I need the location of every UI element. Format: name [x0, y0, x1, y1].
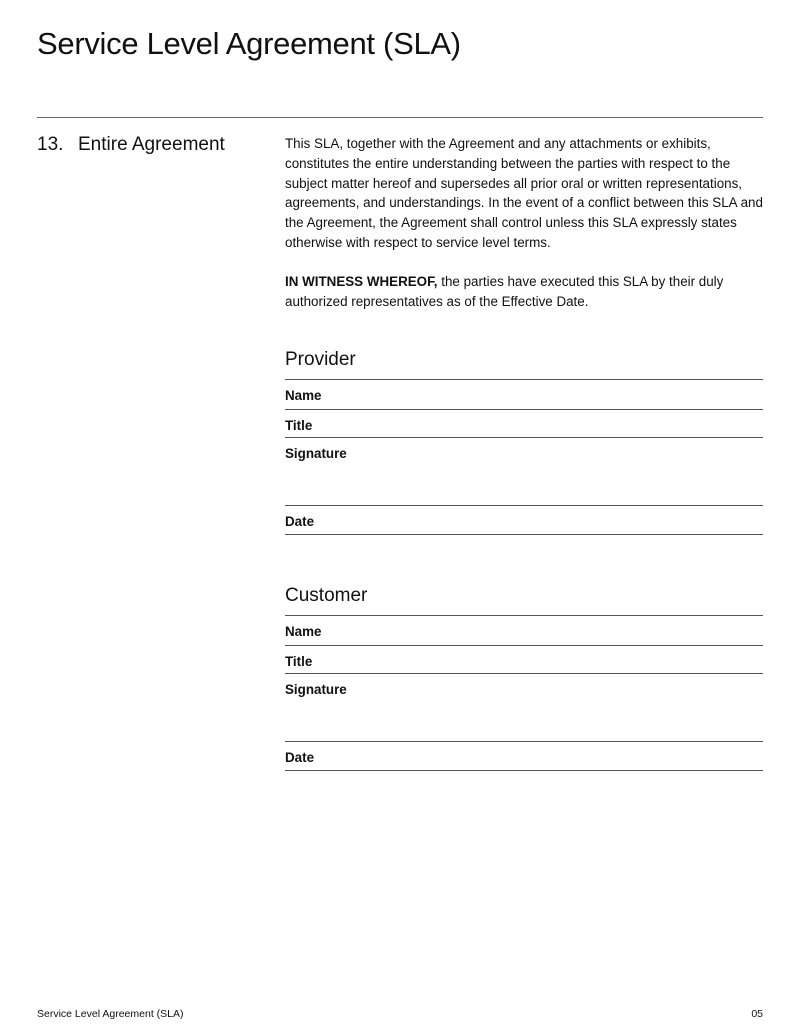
- section-number: 13.: [37, 134, 64, 155]
- customer-signature-block: [285, 584, 763, 771]
- name-field[interactable]: Name: [285, 379, 763, 409]
- signature-field[interactable]: Signature: [285, 437, 763, 505]
- title-field[interactable]: Title: [285, 409, 763, 437]
- header-divider: [37, 117, 763, 118]
- date-field[interactable]: Date: [285, 505, 763, 535]
- title-field[interactable]: Title: [285, 645, 763, 673]
- party-heading: Customer: [285, 585, 368, 606]
- section-paragraph: This SLA, together with the Agreement and any attachments or exhibits, constitutes the entire understanding between the parties with respect to the subject matter hereof and supersedes all prior oral or written representations, agreements, and understandings. In the event of a conflict between this SLA and the Agreement, the Agreement shall control unless this SLA expressly states otherwise with respect to service level terms.: [285, 136, 763, 250]
- party-heading: Provider: [285, 349, 356, 370]
- signature-field[interactable]: Signature: [285, 673, 763, 741]
- witness-text: the parties have executed this SLA by their duly authorized representatives as of the Effective Date.: [285, 273, 724, 309]
- page-number: 05: [751, 1008, 763, 1020]
- date-field[interactable]: Date: [285, 741, 763, 771]
- provider-signature-block: [285, 348, 763, 535]
- document-title: Service Level Agreement (SLA): [37, 26, 461, 61]
- witness-paragraph: [285, 272, 767, 312]
- section-body: [285, 134, 767, 330]
- witness-bold: IN WITNESS WHEREOF,: [285, 273, 438, 289]
- footer-document-title: Service Level Agreement (SLA): [37, 1008, 184, 1020]
- name-field[interactable]: Name: [285, 615, 763, 645]
- section-title: Entire Agreement: [78, 134, 225, 155]
